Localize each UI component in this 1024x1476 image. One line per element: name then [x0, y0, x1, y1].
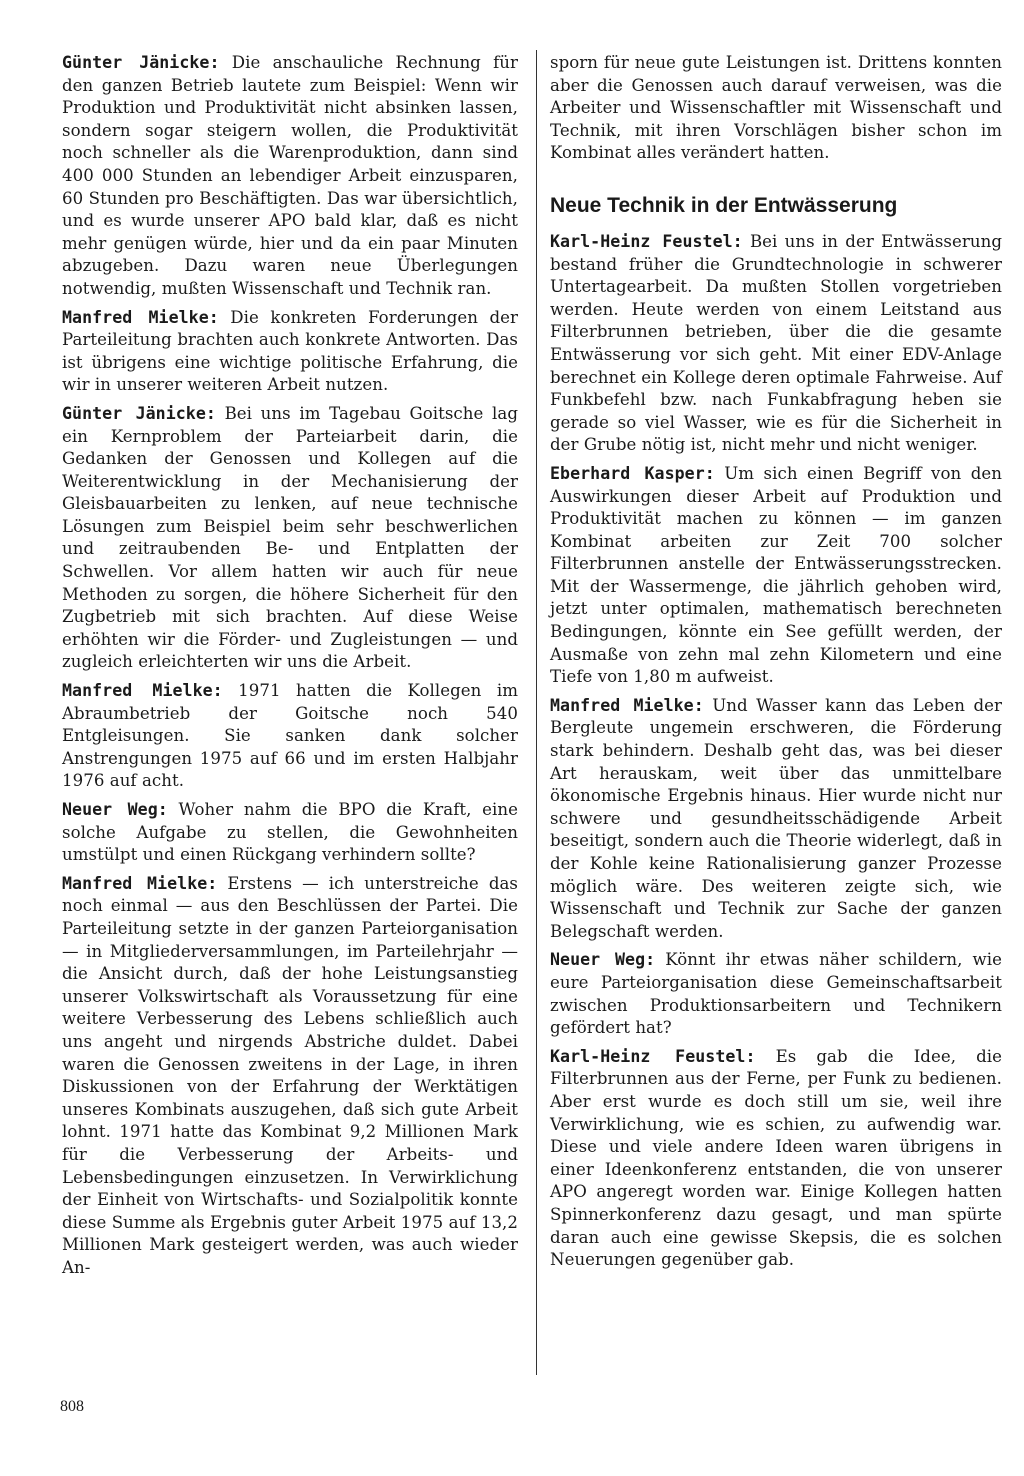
paragraph-text: Um sich einen Begriff von den Auswirkungen dieser Arbeit auf Produktion und Produktivität machen zu können — im ganzen Kombinat arbeiten zur Zeit 700 solcher Filterbrunnen anstelle der Entwässerungsstrecken. Mit der Wassermenge, die jährlich gehoben wird, jetzt unter optimalen, mathematisch berechneten Bedingungen, könnte ein See gefüllt werden, der Ausmaße von zehn mal zehn Kilometern und eine Tiefe von 1,80 m aufweist.: [550, 463, 1002, 687]
paragraph: [62, 873, 518, 1280]
paragraph-text: Es gab die Idee, die Filterbrunnen aus der Ferne, per Funk zu bedienen. Aber erst wurde es doch still um sie, weil ihre Verwirklichung, wie es schien, zu aufwendig war. Diese und viele andere Ideen waren übrigens in einer Ideenkonferenz entstanden, die von unserer APO angeregt worden war. Einige Kollegen hatten Spinnerkonferenz dazu gesagt, und man spürte daran auch eine gewisse Skepsis, die es solchen Neuerungen gegenüber gab.: [550, 1046, 1003, 1270]
paragraph: [62, 52, 518, 301]
section-heading: Neue Technik in der Entwässerung: [550, 193, 898, 217]
paragraph-text: 1971 hatten die Kollegen im Abraumbetrieb der Goitsche noch 540 Entgleisungen. Sie sanken dank solcher Anstrengungen 1975 auf 66 und im ersten Halbjahr 1976 auf acht.: [62, 681, 518, 791]
left-column: [62, 52, 518, 1285]
paragraph-text: Erstens — ich unterstreiche das noch einmal — aus den Beschlüssen der Partei. Die Parteileitung setzte in der ganzen Parteiorganisation — in Mitgliederversammlungen, im Parteilehrjahr — die Ansicht durch, daß der hohe Leistungsanstieg unserer Volkswirtschaft als Voraussetzung für eine weitere Verbesserung des Lebens schließlich auch uns angeht und nirgends Abstriche duldet. Dabei waren die Genossen zweitens in der Lage, in ihren Diskussionen von der Erfahrung der Werktätigen unseres Kombinats auszugehen, daß sich gute Arbeit lohnt. 1971 hatte das Kombinat 9,2 Millionen Mark für die Verbesserung der Arbeits- und Lebensbedingungen einzusetzen. In Verwirklichung der Einheit von Wirtschafts- und Sozialpolitik konnte diese Summe als Ergebnis guter Arbeit 1975 auf 13,2 Millionen Mark gesteigert werden, was auch wieder An-: [62, 873, 518, 1277]
speaker-name: Neuer Weg:: [62, 800, 168, 819]
paragraph: [550, 695, 1002, 944]
paragraph-text: Die anschauliche Rechnung für den ganzen Betrieb lautete zum Beispiel: Wenn wir Produktion und Produktivität nicht absinken lassen, sondern sogar steigern wollen, die Produktivität noch schneller als die Warenproduktion, dann sind 400 000 Stunden an lebendiger Arbeit einzusparen, 60 Stunden pro Beschäftigten. Das war übersichtlich, und es wurde unserer APO bald klar, daß es nicht mehr genügen würde, hier und da ein paar Minuten abzugeben. Dazu waren neue Überlegungen notwendig, mußten Wissenschaft und Technik ran.: [62, 53, 518, 298]
paragraph-text: Bei uns im Tagebau Goitsche lag ein Kernproblem der Parteiarbeit darin, die Gedanken der Genossen und Kollegen auf die Weiterentwicklung in der Mechanisierung der Gleisbauarbeiten zu lenken, auf neue technische Lösungen zum Beispiel beim sehr beschwerlichen und zeitraubenden Be- und Entplatten der Schwellen. Vor allem hatten wir auch für neue Methoden zu sorgen, die höhere Sicherheit für den Zugbetrieb mit sich brachten. Auf diese Weise erhöhten wir die Förder- und Zugleistungen — und zugleich erleichterten wir uns die Arbeit.: [62, 403, 518, 672]
column-divider: [536, 50, 537, 1375]
speaker-name: Karl-Heinz Feustel:: [550, 1046, 756, 1066]
continuation-paragraph: sporn für neue gute Leistungen ist. Drittens konnten aber die Genossen auch darauf verweisen, was die Arbeiter und Wissenschaftler mit Wissenschaft und Technik, mit ihren Vorschlägen bisher schon im Kombinat alles verändert hatten.: [550, 53, 1002, 163]
paragraph: [550, 949, 1002, 1039]
paragraph: [550, 1046, 1002, 1272]
paragraph: [550, 231, 1002, 457]
speaker-name: Eberhard Kasper:: [550, 463, 715, 483]
speaker-name: Manfred Mielke:: [62, 681, 223, 701]
paragraph-text: Könnt ihr etwas näher schildern, wie eure Parteiorganisation diese Gemeinschaftsarbeit zwischen Produktionsarbeitern und Technikern gefördert hat?: [550, 950, 1003, 1038]
speaker-name: Karl-Heinz Feustel:: [550, 231, 743, 251]
speaker-name: Manfred Mielke:: [62, 307, 219, 327]
paragraph-text: Bei uns in der Entwässerung bestand früher die Grundtechnologie in schwerer Untertagearbeit. Da mußten Stollen vorgetrieben werden. Heute werden von einem Leitstand aus Filterbrunnen betrieben, über die die gesamte Entwässerung vor sich geht. Mit einer EDV-Anlage berechnet ein Kollege deren optimale Fahrweise. Auf Funkbefehl bzw. nach Funkabfragung heben sie gerade so viel Wasser, wie es für die Sicherheit in der Grube nötig ist, nicht mehr und nicht weniger.: [550, 231, 1002, 455]
paragraph: [62, 680, 518, 793]
paragraph-text: Woher nahm die BPO die Kraft, eine solche Aufgabe zu stellen, die Gewohnheiten umstülpt und einen Rückgang verhindern sollte?: [62, 800, 518, 865]
speaker-name: Neuer Weg:: [550, 950, 656, 970]
paragraph: [62, 799, 518, 867]
paragraph-text: Die konkreten Forderungen der Parteileitung brachten auch konkrete Antworten. Das ist übrigens eine wichtige politische Erfahrung, die wir in unserer weiteren Arbeit nutzen.: [62, 307, 518, 395]
speaker-name: Manfred Mielke:: [550, 695, 704, 715]
paragraph: [550, 463, 1002, 689]
paragraph: [62, 307, 518, 397]
paragraph: [62, 403, 518, 674]
speaker-name: Manfred Mielke:: [62, 873, 218, 893]
right-column: [550, 52, 1002, 1278]
page-number: 808: [60, 1398, 84, 1415]
speaker-name: Günter Jänicke:: [62, 53, 220, 72]
paragraph-text: Und Wasser kann das Leben der Bergleute ungemein erschweren, die Förderung stark behindern. Deshalb geht das, was bei dieser Art herauskam, weit über das unmittelbare ökonomische Ergebnis hinaus. Hier wurde nicht nur schwere und gesundheitsschädigende Arbeit beseitigt, sondern auch die Theorie widerlegt, daß in der Kohle keine Rationalisierung ganzer Prozesse möglich wäre. Des weiteren zeigte sich, wie Wissenschaft und Technik zur Sache der ganzen Belegschaft werden.: [550, 695, 1003, 941]
speaker-name: Günter Jänicke:: [62, 403, 216, 423]
